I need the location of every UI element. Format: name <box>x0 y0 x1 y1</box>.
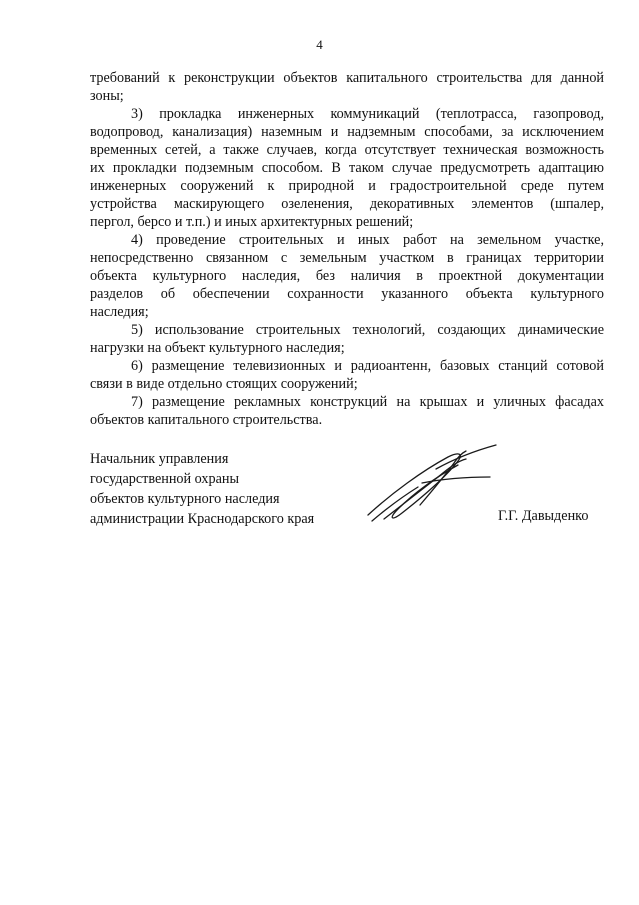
text-line: наследия; <box>90 304 149 320</box>
signatory-title-line: объектов культурного наследия <box>90 491 280 507</box>
handwritten-signature <box>362 443 502 525</box>
text-line: 4) проведение строительных и иных работ на земельном участке, <box>131 232 604 248</box>
text-line: объекта культурного наследия, без наличия в проектной документации <box>90 268 604 284</box>
signatory-title <box>90 449 330 529</box>
text-line: пергол, берсо и т.п.) и иных архитектурных решений; <box>90 214 414 230</box>
signatory-title-line: Начальник управления <box>90 451 229 467</box>
signatory-title-line: государственной охраны <box>90 471 240 487</box>
signatory-title-line: администрации Краснодарского края <box>90 511 315 527</box>
signatory-name: Г.Г. Давыденко <box>498 508 589 524</box>
document-body <box>90 69 604 429</box>
text-line: 5) использование строительных технологий, создающих динамические <box>131 322 604 338</box>
text-line: 6) размещение телевизионных и радиоантенн, базовых станций сотовой <box>131 358 604 374</box>
text-line: требований к реконструкции объектов капитального строительства для данной <box>90 70 604 86</box>
text-line: 7) размещение рекламных конструкций на крышах и уличных фасадах <box>131 394 604 410</box>
text-line: 3) прокладка инженерных коммуникаций (теплотрасса, газопровод, <box>131 106 604 122</box>
text-line: устройства маскирующего озеленения, декоративных элементов (шпалер, <box>90 196 604 212</box>
text-line: их прокладки подземным способом. В таком случае предусмотреть адаптацию <box>90 160 604 176</box>
text-line: водопровод, канализация) наземным и надземным способами, за исключением <box>90 124 604 140</box>
text-line: связи в виде отдельно стоящих сооружений; <box>90 376 358 392</box>
text-line: инженерных сооружений к природной и градостроительной среде путем <box>90 178 604 194</box>
text-line: объектов капитального строительства. <box>90 412 323 428</box>
text-line: разделов об обеспечении сохранности указанного объекта культурного <box>90 286 604 302</box>
text-line: временных сетей, а также случаев, когда отсутствует техническая возможность <box>90 142 604 158</box>
text-line: нагрузки на объект культурного наследия; <box>90 340 345 356</box>
text-line: непосредственно связанном с земельным участком в границах территории <box>90 250 604 266</box>
text-line: зоны; <box>90 88 124 104</box>
page-number: 4 <box>316 37 323 52</box>
